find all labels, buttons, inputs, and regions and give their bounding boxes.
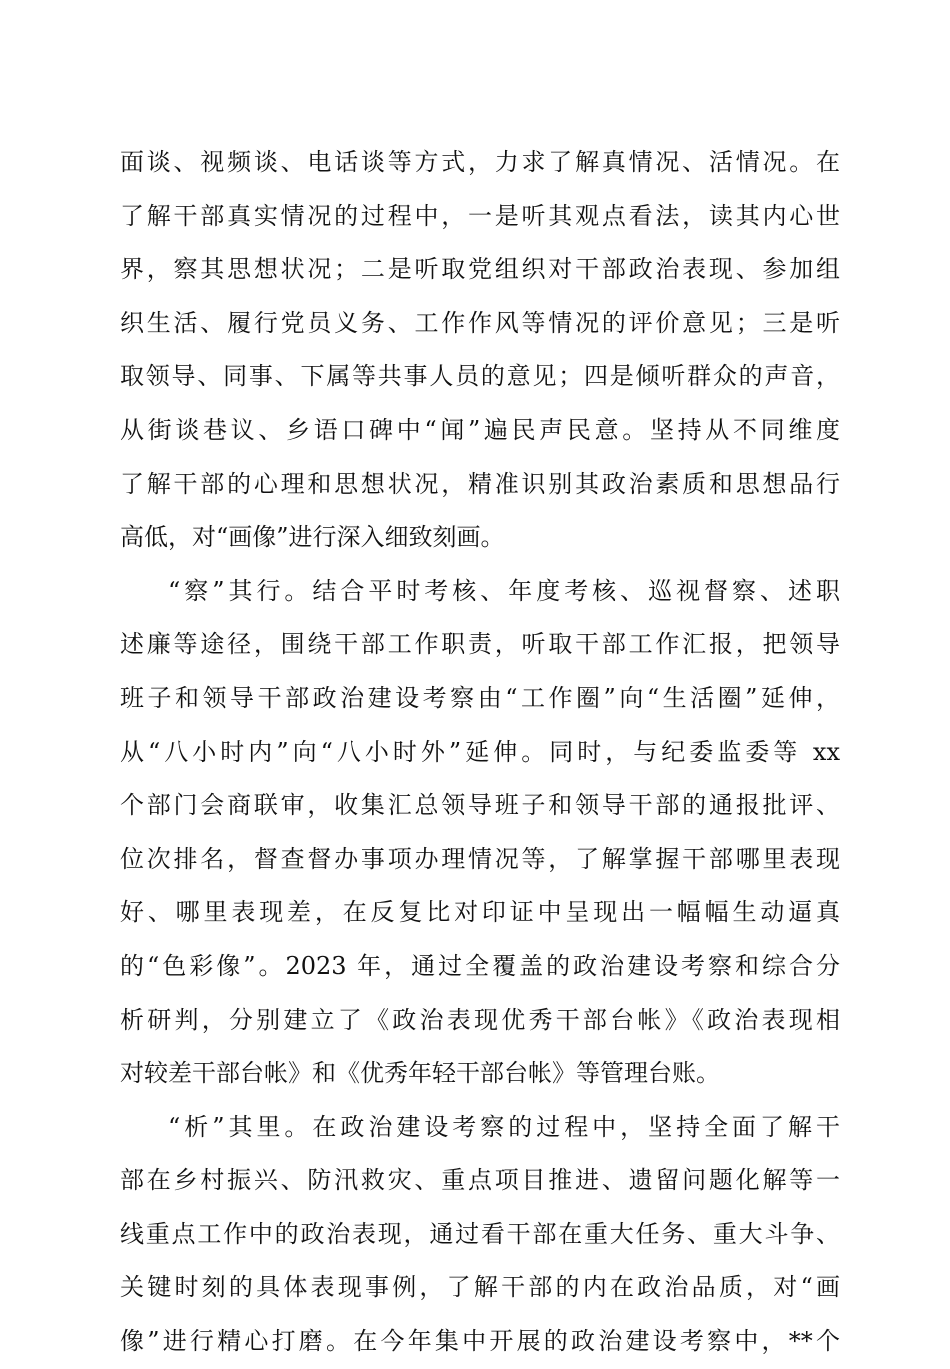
- paragraph-2-line-10: 对较差干部台帐》和《优秀年轻干部台帐》等管理台账。: [120, 1059, 720, 1088]
- paragraph-1-line-4: 织生活、履行党员义务、工作作风等情况的评价意见；三是听: [120, 308, 840, 337]
- paragraph-2-line-2: 述廉等途径，围绕干部工作职责，听取干部工作汇报，把领导: [120, 630, 840, 659]
- paragraph-3-line-3: 线重点工作中的政治表现，通过看干部在重大任务、重大斗争、: [120, 1219, 840, 1248]
- paragraph-1-line-3: 界，察其思想状况；二是听取党组织对干部政治表现、参加组: [120, 255, 840, 284]
- paragraph-1-line-2: 了解干部真实情况的过程中，一是听其观点看法，读其内心世: [120, 201, 840, 230]
- paragraph-3-line-2: 部在乡村振兴、防汛救灾、重点项目推进、遗留问题化解等一: [120, 1166, 840, 1195]
- paragraph-2-line-8: 的“色彩像”。2023 年，通过全覆盖的政治建设考察和综合分: [120, 951, 840, 980]
- paragraph-1-line-5: 取领导、同事、下属等共事人员的意见；四是倾听群众的声音，: [120, 362, 840, 391]
- paragraph-2-line-5: 个部门会商联审，收集汇总领导班子和领导干部的通报批评、: [120, 791, 840, 820]
- paragraph-2-line-3: 班子和领导干部政治建设考察由“工作圈”向“生活圈”延伸，: [120, 683, 840, 712]
- paragraph-2-line-6: 位次排名，督查督办事项办理情况等，了解掌握干部哪里表现: [120, 844, 840, 873]
- paragraph-1-line-7: 了解干部的心理和思想状况，精准识别其政治素质和思想品行: [120, 469, 840, 498]
- paragraph-2-line-4: 从“八小时内”向“八小时外”延伸。同时，与纪委监委等 xx: [120, 737, 840, 766]
- paragraph-1-line-8: 高低，对“画像”进行深入细致刻画。: [120, 523, 505, 552]
- document-body: [120, 136, 840, 1369]
- paragraph-1-line-1: 面谈、视频谈、电话谈等方式，力求了解真情况、活情况。在: [120, 148, 840, 176]
- paragraph-3-line-5: 像”进行精心打磨。在今年集中开展的政治建设考察中，**个: [120, 1327, 840, 1356]
- paragraph-3-line-1: “析”其里。在政治建设考察的过程中，坚持全面了解干: [168, 1112, 840, 1141]
- paragraph-2-line-1: “察”其行。结合平时考核、年度考核、巡视督察、述职: [168, 576, 840, 605]
- paragraph-3-line-4: 关键时刻的具体表现事例，了解干部的内在政治品质，对“画: [120, 1273, 840, 1302]
- paragraph-2-line-9: 析研判，分别建立了《政治表现优秀干部台帐》《政治表现相: [120, 1005, 840, 1034]
- paragraph-2-line-7: 好、哪里表现差，在反复比对印证中呈现出一幅幅生动逼真: [120, 898, 840, 927]
- paragraph-1-line-6: 从街谈巷议、乡语口碑中“闻”遍民声民意。坚持从不同维度: [120, 415, 840, 444]
